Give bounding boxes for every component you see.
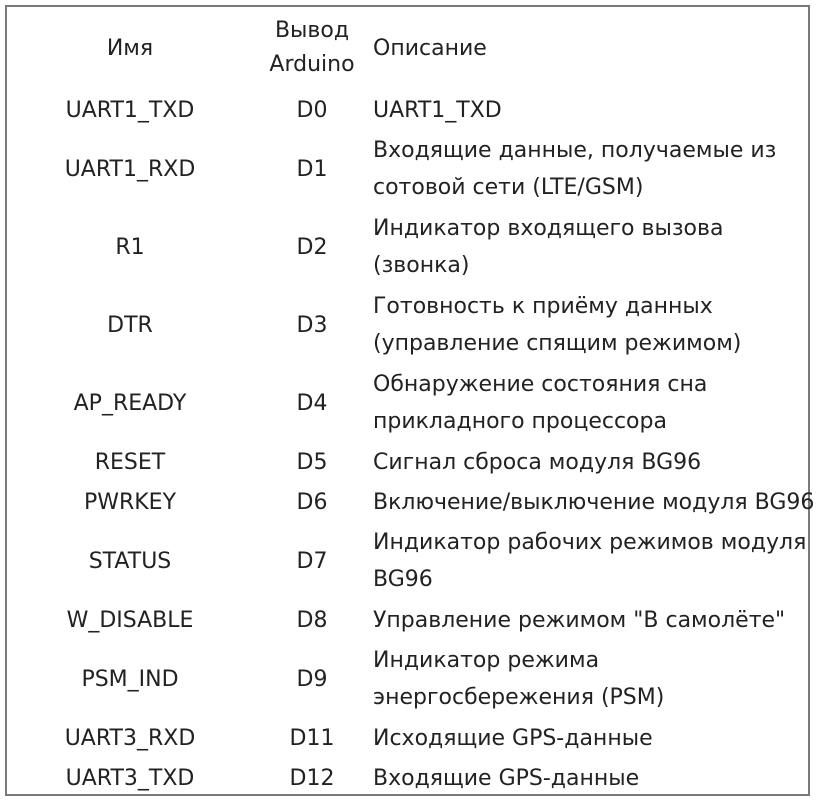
- cell-name: UART3_RXD: [64, 725, 196, 751]
- cell-description-line: UART1_TXD: [373, 97, 502, 123]
- cell-name: RESET: [94, 449, 166, 475]
- cell-description-line: Индикатор рабочих режимов модуля: [373, 530, 807, 555]
- cell-description-line: Входящие GPS-данные: [373, 765, 640, 791]
- cell-pin: D11: [289, 725, 335, 751]
- cell-description-line: энергосбережения (PSM): [373, 685, 665, 710]
- cell-description-line: Включение/выключение модуля BG96: [373, 489, 815, 515]
- header-pin-line1: Вывод: [274, 18, 350, 43]
- cell-pin: D2: [296, 234, 328, 260]
- cell-description-line: Готовность к приёму данных: [373, 294, 713, 319]
- cell-pin: D1: [296, 156, 328, 182]
- cell-description-line: Управление режимом "В самолёте": [373, 607, 786, 633]
- table-row: [7, 90, 808, 130]
- cell-pin: D7: [296, 548, 328, 574]
- cell-pin: D12: [289, 765, 335, 791]
- header-pin-line2: Arduino: [269, 52, 355, 77]
- table-row: [7, 286, 808, 364]
- cell-name: PSM_IND: [81, 666, 179, 692]
- cell-pin: D8: [296, 607, 328, 633]
- cell-pin: D4: [296, 390, 328, 416]
- pin-table: [5, 5, 815, 796]
- header-name: Имя: [106, 36, 154, 61]
- cell-description-line: Сигнал сброса модуля BG96: [373, 449, 702, 475]
- cell-description-line: Исходящие GPS-данные: [373, 725, 653, 751]
- cell-name: STATUS: [88, 548, 172, 574]
- table-row: [7, 758, 808, 798]
- cell-pin: D3: [296, 312, 328, 338]
- cell-name: AP_READY: [73, 390, 187, 416]
- cell-description-line: прикладного процессора: [373, 409, 667, 434]
- cell-pin: D5: [296, 449, 328, 475]
- cell-description-line: Обнаружение состояния сна: [373, 372, 708, 397]
- cell-pin: D0: [296, 97, 328, 123]
- table-row: [7, 130, 808, 208]
- table-row: [7, 718, 808, 758]
- cell-description-line: Индикатор режима: [373, 648, 600, 673]
- cell-name: UART1_RXD: [64, 156, 196, 182]
- table-row: [7, 600, 808, 640]
- header-description: Описание: [373, 36, 487, 61]
- table-row: [7, 482, 815, 522]
- cell-name: UART3_TXD: [65, 765, 195, 791]
- table-row: [7, 364, 808, 442]
- cell-pin: D6: [296, 489, 328, 515]
- table-row: [7, 522, 808, 600]
- table-row: [7, 640, 808, 718]
- cell-name: DTR: [107, 312, 153, 338]
- cell-description-line: BG96: [373, 567, 433, 592]
- cell-name: R1: [115, 234, 145, 260]
- table-row: [7, 208, 808, 286]
- cell-name: UART1_TXD: [65, 97, 195, 123]
- cell-description-line: Входящие данные, получаемые из: [373, 138, 777, 163]
- cell-name: PWRKEY: [83, 489, 177, 515]
- table-header: [7, 7, 808, 90]
- table-row: [7, 442, 808, 482]
- cell-description-line: сотовой сети (LTE/GSM): [373, 175, 644, 200]
- cell-name: W_DISABLE: [66, 607, 194, 633]
- cell-description-line: Индикатор входящего вызова: [373, 216, 724, 241]
- cell-description-line: (звонка): [373, 253, 470, 278]
- cell-description-line: (управление спящим режимом): [373, 331, 742, 356]
- cell-pin: D9: [296, 666, 328, 692]
